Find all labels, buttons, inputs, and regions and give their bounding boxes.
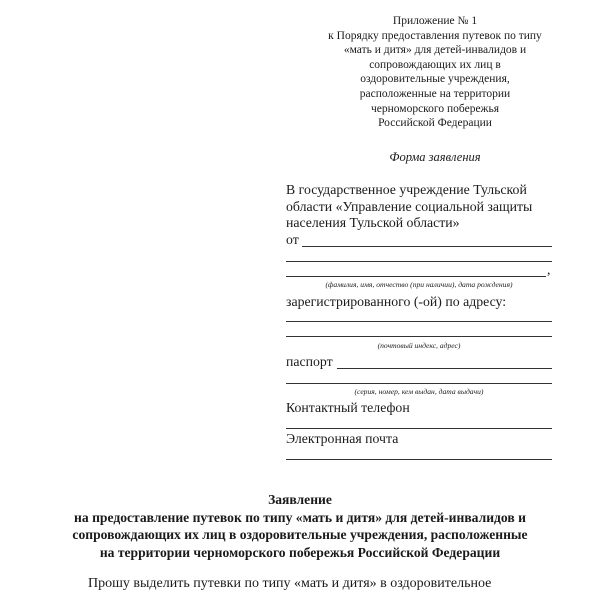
phone-label: Контактный телефон: [286, 400, 410, 415]
heading-title: Заявление: [268, 492, 332, 507]
addressee-line: населения Тульской области»: [286, 215, 460, 231]
appendix-line: Российской Федерации: [378, 117, 492, 130]
appendix-line: расположенные на территории: [359, 87, 511, 100]
appendix-line: сопровождающих их лиц в: [369, 58, 501, 71]
appendix-line: черноморского побережья: [370, 102, 500, 115]
registered-address-label: зарегистрированного (-ой) по адресу:: [286, 294, 507, 309]
name-hint: (фамилия, имя, отчество (при наличии), дата рождения): [325, 280, 513, 289]
addressee-block: [286, 182, 552, 232]
heading-line: сопровождающих их лиц в оздоровительные учреждения, расположенные: [72, 527, 528, 543]
address-hint: (почтовый индекс, адрес): [377, 341, 461, 350]
heading-line: на предоставление путевок по типу «мать и дитя» для детей-инвалидов и: [74, 509, 526, 525]
applicant-name-field-1[interactable]: [302, 246, 552, 247]
passport-field-2[interactable]: [286, 383, 552, 384]
appendix-line: «мать и дитя» для детей-инвалидов и: [343, 44, 527, 57]
form-title: Форма заявления: [389, 150, 481, 164]
application-heading: [20, 491, 580, 561]
comma-mark: ,: [547, 262, 551, 277]
appendix-line: к Порядку предоставления путевок по типу: [328, 29, 542, 42]
email-field[interactable]: [286, 459, 552, 460]
email-label: Электронная почта: [286, 431, 399, 446]
appendix-line: Приложение № 1: [392, 15, 478, 27]
address-field-1[interactable]: [286, 321, 552, 322]
heading-line: на территории черноморского побережья Российской Федерации: [99, 544, 501, 560]
phone-field[interactable]: [286, 428, 552, 429]
from-label: от: [286, 232, 299, 247]
passport-field-1[interactable]: [337, 368, 552, 369]
appendix-caption: [300, 14, 570, 131]
passport-hint: (серия, номер, кем выдан, дата выдачи): [354, 387, 484, 396]
address-field-2[interactable]: [286, 336, 552, 337]
addressee-line: области «Управление социальной защиты: [286, 198, 533, 214]
passport-label: паспорт: [286, 354, 333, 369]
request-text: Прошу выделить путевки по типу «мать и дитя» в оздоровительное: [88, 576, 492, 591]
applicant-name-field-3[interactable]: [286, 276, 546, 277]
addressee-line: В государственное учреждение Тульской: [286, 182, 527, 197]
appendix-line: оздоровительные учреждения,: [360, 73, 510, 86]
applicant-name-field-2[interactable]: [286, 261, 552, 262]
